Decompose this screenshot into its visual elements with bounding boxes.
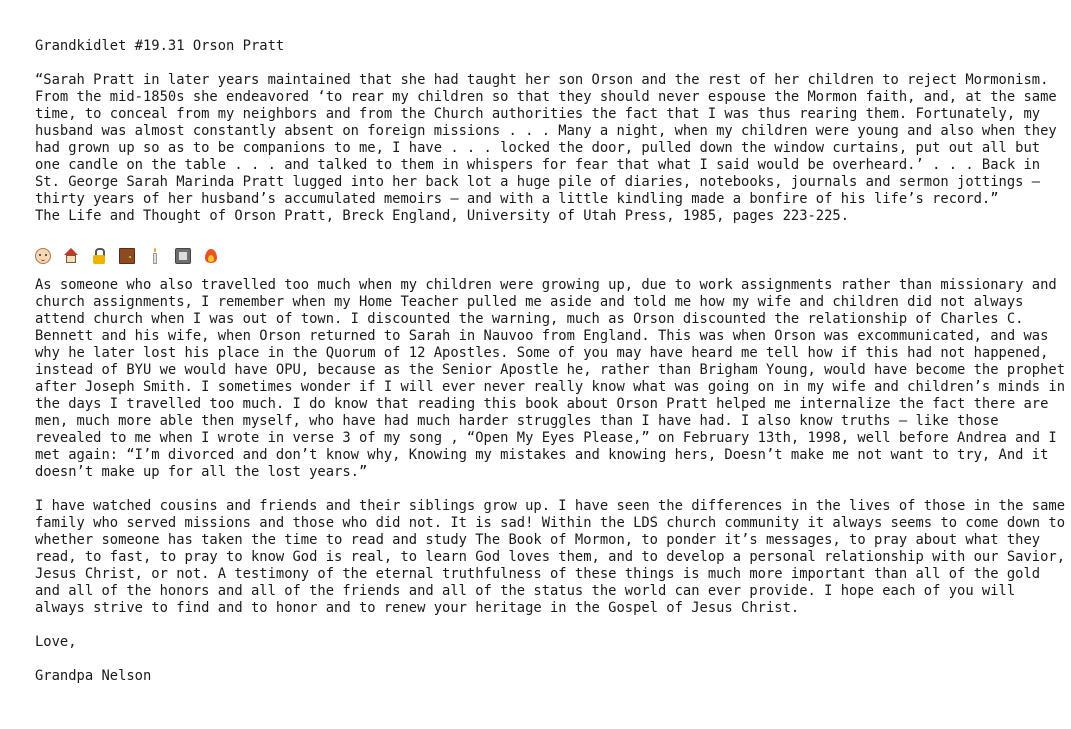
quote-line: From the mid-1850s she endeavored ‘to rear my children so that they should never espouse the Mormon faith, and, at the same	[35, 89, 1057, 105]
candle-icon	[147, 248, 163, 264]
quote-line: “Sarah Pratt in later years maintained that she had taught her son Orson and the rest of her children to reject Mormonism.	[35, 72, 1049, 88]
paragraph-line: met again: “I’m divorced and don’t know why, Knowing my mistakes and knowing hers, Doesn’t make me not want to try, And it	[35, 447, 1049, 463]
closing: Love,	[35, 634, 77, 650]
spacer	[35, 481, 1045, 498]
paragraph-line: Jesus Christ, or not. A testimony of the eternal truthfulness of these things is much more important than all of the gold	[35, 566, 1041, 582]
emoji-row	[35, 246, 1045, 266]
door-icon	[119, 248, 135, 264]
spacer	[35, 225, 1045, 242]
paragraph-line: instead of BYU we would have OPU, because as the Senior Apostle he, rather than Brigham Young, would have become the prophet	[35, 362, 1065, 378]
paragraph-line: family who served missions and those who did not. It is sad! Within the LDS church community it always seems to come down to	[35, 515, 1065, 531]
paragraph-line: attend church when I was out of town. I discounted the warning, much as Orson discounted the relationship of Charles C.	[35, 311, 1024, 327]
paragraph-line: As someone who also travelled too much when my children were growing up, due to work assignments rather than missionary and	[35, 277, 1057, 293]
citation-line: The Life and Thought of Orson Pratt, Breck England, University of Utah Press, 1985, pages 223-225.	[35, 208, 850, 224]
quote-line: time, to conceal from my neighbors and from the Church authorities the fact that I was thus rearing them. Fortunately, my	[35, 106, 1041, 122]
paragraph-testimony	[35, 498, 1065, 617]
fire-icon	[203, 248, 219, 264]
letter-title: Grandkidlet #19.31 Orson Pratt	[35, 38, 285, 54]
quote-block	[35, 72, 1057, 225]
paragraph-line: Bennett and his wife, when Orson returned to Sarah in Nauvoo from England. This was when Orson was excommunicated, and was	[35, 328, 1049, 344]
notebook-icon	[175, 248, 191, 264]
paragraph-line: after Joseph Smith. I sometimes wonder if I will ever never really know what was going on in my wife and children’s minds in	[35, 379, 1065, 395]
paragraph-reflection	[35, 277, 1065, 481]
spacer	[35, 55, 1045, 72]
signature: Grandpa Nelson	[35, 668, 152, 684]
baby-icon	[35, 248, 51, 264]
paragraph-line: I have watched cousins and friends and their siblings grow up. I have seen the differences in the lives of those in the same	[35, 498, 1065, 514]
quote-line: husband was almost constantly absent on foreign missions . . . Many a night, when my children were young and also when they	[35, 123, 1057, 139]
paragraph-line: and all of the honors and all of the friends and all of the status the world can ever provide. I hope each of you will	[35, 583, 1016, 599]
quote-line: had grown up so as to be companions to me, I have . . . locked the door, pulled down the window curtains, put out all but	[35, 140, 1041, 156]
paragraph-line: always strive to find and to honor and to renew your heritage in the Gospel of Jesus Christ.	[35, 600, 800, 616]
letter-document	[35, 38, 1065, 685]
quote-line: one candle on the table . . . and talked to them in whispers for fear that what I said would be overheard.’ . . . Back in	[35, 157, 1041, 173]
quote-line: thirty years of her husband’s accumulated memoirs – and with a little kindling made a bonfire of his life’s record.”	[35, 191, 999, 207]
paragraph-line: doesn’t make up for all the lost years.”	[35, 464, 368, 480]
spacer	[35, 651, 1045, 668]
spacer	[35, 617, 1045, 634]
paragraph-line: whether someone has taken the time to read and study The Book of Mormon, to ponder it’s messages, to pray about what they	[35, 532, 1041, 548]
quote-line: St. George Sarah Marinda Pratt lugged into her back lot a huge pile of diaries, notebooks, journals and sermon jottings –	[35, 174, 1041, 190]
paragraph-line: the days I travelled too much. I do know that reading this book about Orson Pratt helped me internalize the fact there are	[35, 396, 1049, 412]
paragraph-line: revealed to me when I wrote in verse 3 of my song , “Open My Eyes Please,” on February 13th, 1998, well before Andrea and I	[35, 430, 1057, 446]
house-icon	[63, 248, 79, 264]
paragraph-line: men, much more able then myself, who have had much harder struggles than I have had. I also know truths – like those	[35, 413, 999, 429]
lock-icon	[91, 248, 107, 264]
paragraph-line: why he later lost his place in the Quorum of 12 Apostles. Some of you may have heard me tell how if this had not happened,	[35, 345, 1049, 361]
paragraph-line: read, to fast, to pray to know God is real, to learn God loves them, and to develop a personal relationship with our Savior,	[35, 549, 1065, 565]
paragraph-line: church assignments, I remember when my Home Teacher pulled me aside and told me how my wife and children did not always	[35, 294, 1024, 310]
